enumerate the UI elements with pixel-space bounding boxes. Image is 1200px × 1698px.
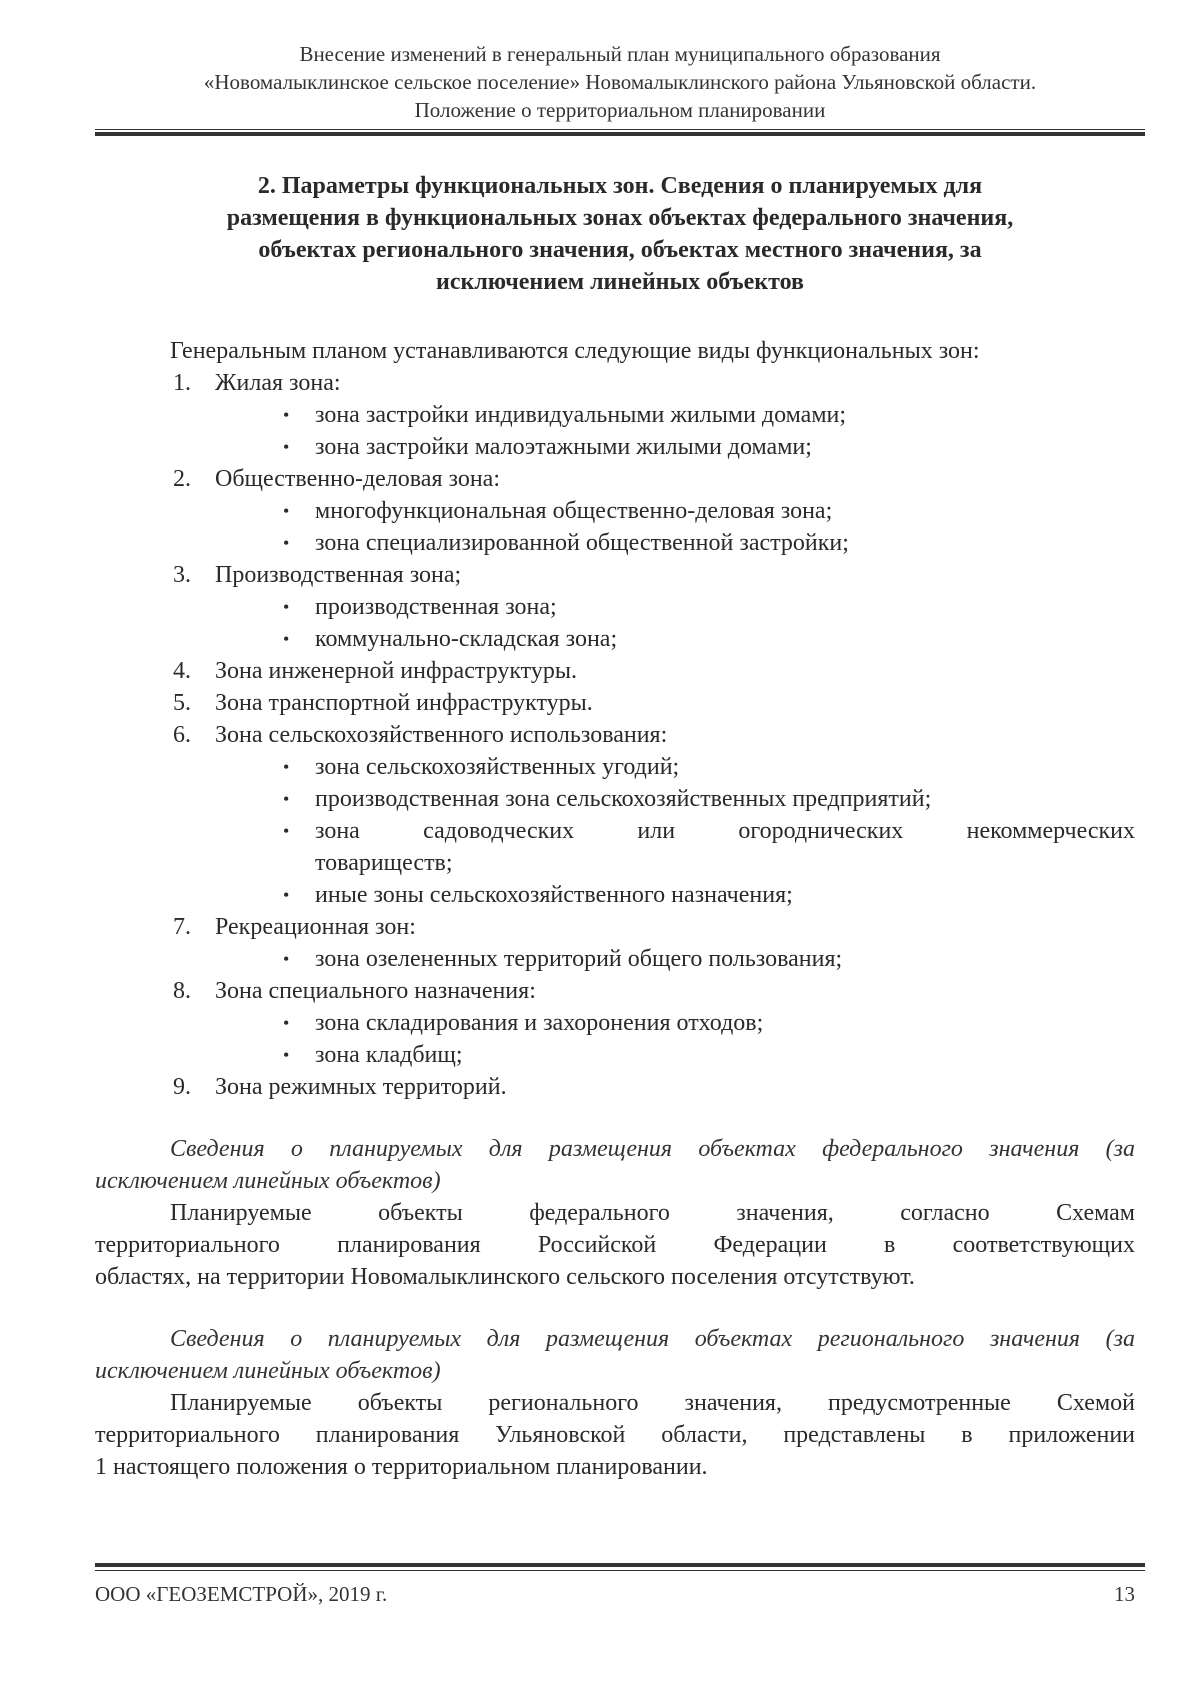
zone-sublist	[215, 751, 1135, 911]
bullet-icon: •	[283, 821, 290, 841]
zone-label: Зона специального назначения:	[215, 978, 536, 1004]
zone-number: 5.	[173, 690, 191, 716]
zone-sublist	[215, 399, 1135, 463]
bullet-icon: •	[283, 629, 290, 649]
federal-text-line-1: Планируемые объекты федерального значения, согласно Схемам	[170, 1200, 1135, 1226]
zone-subitem	[95, 783, 1135, 815]
zone-label: Зона транспортной инфраструктуры.	[215, 690, 593, 716]
zone-item	[95, 559, 1135, 655]
federal-text-line-3: областях, на территории Новомалыклинского сельского поселения отсутствуют.	[95, 1264, 915, 1290]
zone-item	[95, 687, 1135, 719]
zone-subitem	[95, 495, 1135, 527]
regional-text-line-2: территориального планирования Ульяновской области, представлены в приложении	[95, 1422, 1135, 1448]
zone-subitem-text: зона застройки малоэтажными жилыми домами;	[315, 434, 812, 460]
bullet-icon: •	[283, 501, 290, 521]
header-line-1: Внесение изменений в генеральный план муниципального образования	[299, 42, 941, 66]
zone-item	[95, 463, 1135, 559]
zone-item	[95, 975, 1135, 1071]
zone-subitem-text: производственная зона сельскохозяйственных предприятий;	[315, 786, 932, 812]
zone-subitem	[95, 431, 1135, 463]
footer-company: ООО «ГЕОЗЕМСТРОЙ», 2019 г.	[95, 1582, 388, 1606]
bullet-icon: •	[283, 533, 290, 553]
bullet-icon: •	[283, 1045, 290, 1065]
section-title-line-3: объектах регионального значения, объектах местного значения, за	[258, 237, 982, 263]
bullet-icon: •	[283, 597, 290, 617]
federal-text-line-2: территориального планирования Российской Федерации в соответствующих	[95, 1232, 1135, 1258]
federal-objects-section	[95, 1133, 1135, 1293]
zone-item	[95, 719, 1135, 911]
zone-item	[95, 1071, 1135, 1103]
zone-label: Зона сельскохозяйственного использования:	[215, 722, 668, 748]
zone-item	[95, 367, 1135, 463]
zone-subitem	[95, 399, 1135, 431]
zone-subitem-text: многофункциональная общественно-деловая зона;	[315, 498, 833, 524]
regional-objects-section	[95, 1323, 1135, 1483]
zone-item	[95, 655, 1135, 687]
regional-heading-line-2: исключением линейных объектов)	[95, 1358, 441, 1384]
zone-number: 4.	[173, 658, 191, 684]
zone-subitem	[95, 527, 1135, 559]
intro-paragraph: Генеральным планом устанавливаются следующие виды функциональных зон:	[170, 338, 980, 364]
zone-subitem-text: зона застройки индивидуальными жилыми домами;	[315, 402, 847, 428]
zone-subitem-text: зона специализированной общественной застройки;	[315, 530, 849, 556]
regional-text-line-3: 1 настоящего положения о территориальном планировании.	[95, 1454, 708, 1480]
bullet-icon: •	[283, 1013, 290, 1033]
zone-subitem-text: иные зоны сельскохозяйственного назначения;	[315, 882, 793, 908]
zone-item	[95, 911, 1135, 975]
zone-sublist	[215, 591, 1135, 655]
page-header	[95, 40, 1145, 124]
zone-subitem	[95, 879, 1135, 911]
zone-subitem-text-continued: товариществ;	[315, 850, 453, 876]
bullet-icon: •	[283, 885, 290, 905]
bullet-icon: •	[283, 437, 290, 457]
federal-heading-line-1: Сведения о планируемых для размещения объектах федерального значения (за	[170, 1136, 1135, 1162]
footer-divider-thick	[95, 1563, 1145, 1567]
document-body	[95, 335, 1135, 1483]
zone-label: Зона режимных территорий.	[215, 1074, 507, 1100]
zone-number: 9.	[173, 1074, 191, 1100]
zone-subitem-text: производственная зона;	[315, 594, 557, 620]
bullet-icon: •	[283, 757, 290, 777]
section-title-line-4: исключением линейных объектов	[436, 269, 804, 295]
section-title	[140, 170, 1100, 298]
zone-subitem	[95, 815, 1135, 879]
zone-number: 1.	[173, 370, 191, 396]
zone-number: 8.	[173, 978, 191, 1004]
zone-subitem	[95, 751, 1135, 783]
zone-subitem	[95, 1007, 1135, 1039]
zone-sublist	[215, 943, 1135, 975]
bullet-icon: •	[283, 405, 290, 425]
zone-sublist	[215, 1007, 1135, 1071]
footer-divider-thin	[95, 1570, 1145, 1571]
section-title-line-2: размещения в функциональных зонах объектах федерального значения,	[226, 205, 1014, 231]
zone-subitem-text: зона кладбищ;	[315, 1042, 463, 1068]
regional-heading-line-1: Сведения о планируемых для размещения объектах регионального значения (за	[170, 1326, 1135, 1352]
zone-subitem-text: зона озелененных территорий общего пользования;	[315, 946, 843, 972]
zone-number: 6.	[173, 722, 191, 748]
zone-subitem	[95, 591, 1135, 623]
bullet-icon: •	[283, 949, 290, 969]
zone-subitem	[95, 943, 1135, 975]
regional-text-line-1: Планируемые объекты регионального значения, предусмотренные Схемой	[170, 1390, 1135, 1416]
zone-subitem-text: зона сельскохозяйственных угодий;	[315, 754, 680, 780]
zone-subitem-text: зона складирования и захоронения отходов;	[315, 1010, 764, 1036]
zone-label: Рекреационная зон:	[215, 914, 416, 940]
zone-number: 3.	[173, 562, 191, 588]
zone-subitem-text: зона садоводческих или огороднических некоммерческих	[315, 818, 1135, 844]
header-line-2: «Новомалыклинское сельское поселение» Новомалыклинского района Ульяновской области.	[203, 70, 1037, 94]
zone-label: Жилая зона:	[215, 370, 341, 396]
zone-subitem	[95, 1039, 1135, 1071]
federal-heading-line-2: исключением линейных объектов)	[95, 1168, 441, 1194]
header-divider-thick	[95, 132, 1145, 136]
zone-sublist	[215, 495, 1135, 559]
page-number: 13	[1114, 1582, 1135, 1606]
zone-number: 7.	[173, 914, 191, 940]
section-title-line-1: 2. Параметры функциональных зон. Сведения о планируемых для	[257, 173, 983, 199]
zone-number: 2.	[173, 466, 191, 492]
zones-list	[95, 367, 1135, 1103]
zone-subitem-text: коммунально-складская зона;	[315, 626, 618, 652]
bullet-icon: •	[283, 789, 290, 809]
zone-label: Зона инженерной инфраструктуры.	[215, 658, 577, 684]
header-line-3: Положение о территориальном планировании	[414, 98, 826, 122]
zone-subitem	[95, 623, 1135, 655]
header-divider-thin	[95, 129, 1145, 130]
zone-label: Производственная зона;	[215, 562, 462, 588]
zone-label: Общественно-деловая зона:	[215, 466, 500, 492]
